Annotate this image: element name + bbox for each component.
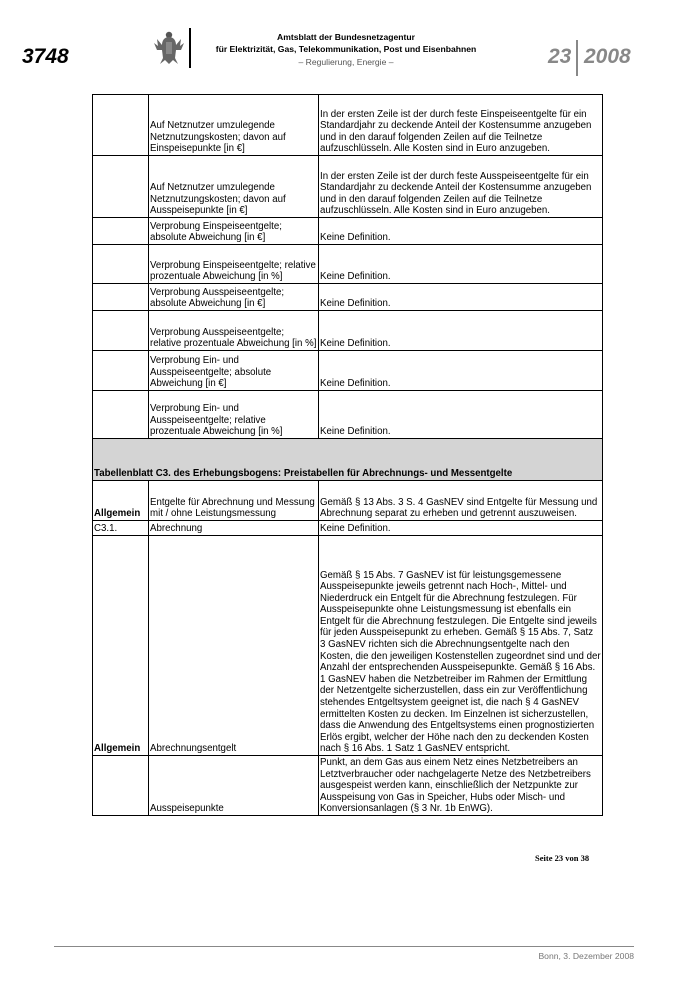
row-key bbox=[93, 284, 149, 311]
field-definition: Keine Definition. bbox=[319, 311, 603, 351]
row-key bbox=[93, 95, 149, 156]
issue-year: 2008 bbox=[584, 45, 631, 68]
field-name: Abrechnung bbox=[149, 521, 319, 536]
field-definition: Gemäß § 13 Abs. 3 S. 4 GasNEV sind Entgelte für Messung und Abrechnung separat zu erheben und getrennt auszuweisen. bbox=[319, 481, 603, 521]
field-name: Entgelte für Abrechnung und Messung mit / ohne Leistungsmessung bbox=[149, 481, 319, 521]
table-row bbox=[93, 351, 603, 391]
field-definition: Keine Definition. bbox=[319, 351, 603, 391]
field-definition: Gemäß § 15 Abs. 7 GasNEV ist für leistungsgemessene Ausspeisepunkte jeweils getrennt nach Hoch-, Mittel- und Niederdruck ein Entgelt für die Abrechnung festzulegen. Für Ausspeisepunkte ohne Leistungsmessung ist ebenfalls ein Entgelt für die Abrechnung festzulegen. Die Entgelte sind jeweils für jeden Ausspeisepunkt zu erheben. Gemäß § 15 Abs. 7, Satz 3 GasNEV richten sich die Abrechnungsentgelte nach den Kosten, die den jeweiligen Kostenstellen zugeordnet sind und der Anzahl der entsprechenden Ausspeisepunkte. Gemäß § 16 Abs. 1 GasNEV haben die Netzbetreiber im Rahmen der Ermittlung der Netzentgelte sicherzustellen, dass ein zur Veröffentlichung stehendes Entgeltsystem geeignet ist, die nach § 4 GasNEV ermittelten Kosten zu decken. Im Einzelnen ist sicherzustellen, dass die Anwendung des Entgeltsystems einen prognostizierten Erlös ergibt, welcher der Höhe nach den zu deckenden Kosten nach § 16 Abs. 1 Satz 1 GasNEV entspricht. bbox=[319, 536, 603, 756]
section-title: Tabellenblatt C3. des Erhebungsbogens: Preistabellen für Abrechnungs- und Messentgelte bbox=[93, 439, 603, 481]
journal-title bbox=[191, 31, 501, 55]
table-row bbox=[93, 756, 603, 816]
section-header-row bbox=[93, 439, 603, 481]
definitions-table bbox=[92, 94, 603, 816]
table-row bbox=[93, 284, 603, 311]
journal-subtitle: – Regulierung, Energie – bbox=[298, 57, 394, 67]
table-row bbox=[93, 311, 603, 351]
row-key bbox=[93, 218, 149, 245]
row-key bbox=[93, 311, 149, 351]
field-name: Verprobung Einspeiseentgelte; absolute Abweichung [in €] bbox=[149, 218, 319, 245]
field-definition: In der ersten Zeile ist der durch feste Einspeiseentgelte für ein Standardjahr zu deckende Anteil der Kostensumme anzugeben und in den darauf folgenden Zeilen auf die Teilnetze aufzuschlüsseln. Alle Kosten sind in Euro anzugeben. bbox=[319, 95, 603, 156]
row-key bbox=[93, 156, 149, 218]
field-definition: Keine Definition. bbox=[319, 245, 603, 284]
table-row bbox=[93, 156, 603, 218]
field-name: Verprobung Einspeiseentgelte; relative prozentuale Abweichung [in %] bbox=[149, 245, 319, 284]
field-name: Verprobung Ausspeiseentgelte; absolute Abweichung [in €] bbox=[149, 284, 319, 311]
field-definition: In der ersten Zeile ist der durch feste Ausspeiseentgelte für ein Standardjahr zu deckende Anteil der Kostensumme anzugeben und in den darauf folgenden Zeilen auf die Teilnetze aufzuschlüsseln. Alle Kosten sind in Euro anzugeben. bbox=[319, 156, 603, 218]
field-name: Verprobung Ein- und Ausspeiseentgelte; absolute Abweichung [in €] bbox=[149, 351, 319, 391]
field-name: Ausspeisepunkte bbox=[149, 756, 319, 816]
field-name: Auf Netznutzer umzulegende Netznutzungskosten; davon auf Einspeisepunkte [in €] bbox=[149, 95, 319, 156]
table-row bbox=[93, 245, 603, 284]
field-name: Abrechnungsentgelt bbox=[149, 536, 319, 756]
row-key bbox=[93, 391, 149, 439]
field-definition: Keine Definition. bbox=[319, 218, 603, 245]
journal-title-line-2: für Elektrizität, Gas, Telekommunikation, Post und Eisenbahnen bbox=[215, 44, 477, 54]
row-key bbox=[93, 756, 149, 816]
issue-divider bbox=[576, 40, 578, 76]
table-row bbox=[93, 95, 603, 156]
field-definition: Punkt, an dem Gas aus einem Netz eines Netzbetreibers an Letztverbraucher oder nachgelagerte Netze des Netzbetreibers ausgespeist werden kann, einschließlich der Netzpunkte zur Ausspeisung von Gas in Speicher, Hubs oder Misch- und Konversionsanlagen (§ 3 Nr. 1b EnWG). bbox=[319, 756, 603, 816]
row-key bbox=[93, 351, 149, 391]
page-number: 3748 bbox=[22, 45, 69, 68]
row-key: Allgemein bbox=[93, 481, 149, 521]
field-name: Verprobung Ausspeiseentgelte; relative prozentuale Abweichung [in %] bbox=[149, 311, 319, 351]
journal-title-line-1: Amtsblatt der Bundesnetzagentur bbox=[277, 32, 415, 42]
table-row bbox=[93, 481, 603, 521]
field-name: Auf Netznutzer umzulegende Netznutzungskosten; davon auf Ausspeisepunkte [in €] bbox=[149, 156, 319, 218]
field-definition: Keine Definition. bbox=[319, 521, 603, 536]
field-definition: Keine Definition. bbox=[319, 391, 603, 439]
table-row bbox=[93, 536, 603, 756]
footer-divider bbox=[54, 946, 634, 947]
sheet-page-indicator: Seite 23 von 38 bbox=[535, 853, 590, 863]
row-key bbox=[93, 245, 149, 284]
issue-number: 23 bbox=[548, 45, 572, 68]
table-row bbox=[93, 391, 603, 439]
table-row bbox=[93, 521, 603, 536]
row-key: C3.1. bbox=[93, 521, 149, 536]
table-row bbox=[93, 218, 603, 245]
footer-date: Bonn, 3. Dezember 2008 bbox=[538, 951, 634, 961]
field-name: Verprobung Ein- und Ausspeiseentgelte; relative prozentuale Abweichung [in %] bbox=[149, 391, 319, 439]
field-definition: Keine Definition. bbox=[319, 284, 603, 311]
row-key: Allgemein bbox=[93, 536, 149, 756]
federal-eagle-logo bbox=[152, 28, 186, 66]
